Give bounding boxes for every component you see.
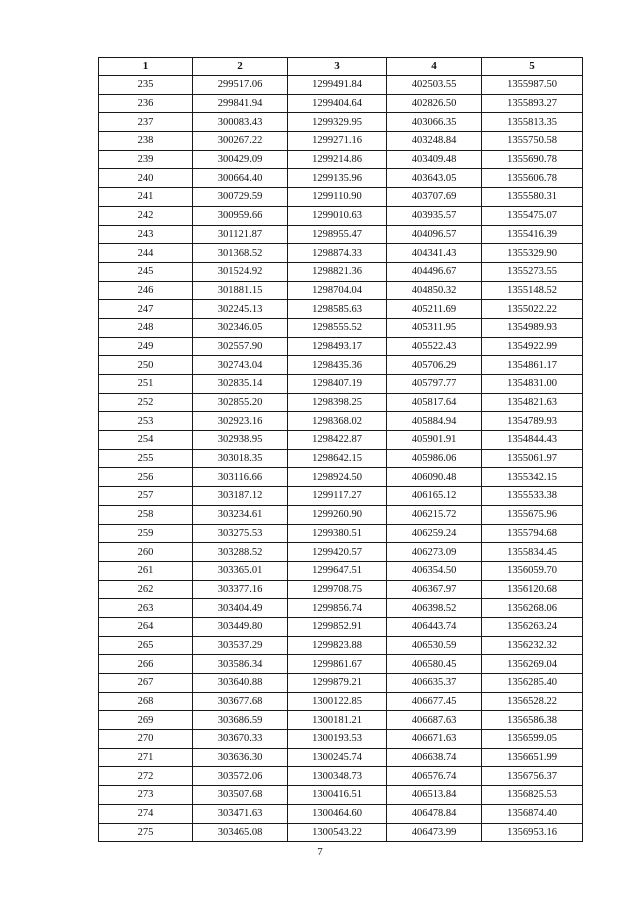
table-cell-col-2: 303288.52 xyxy=(193,543,288,562)
table-cell-col-3: 1299329.95 xyxy=(288,113,387,132)
table-cell-col-2: 303677.68 xyxy=(193,692,288,711)
table-cell-col-4: 406638.74 xyxy=(387,748,482,767)
column-header-3: 3 xyxy=(288,58,387,76)
table-cell-col-2: 301121.87 xyxy=(193,225,288,244)
table-row xyxy=(99,730,583,749)
table-cell-col-1: 246 xyxy=(99,281,193,300)
table-cell-col-2: 303404.49 xyxy=(193,599,288,618)
table-cell-col-1: 241 xyxy=(99,188,193,207)
table-cell-col-1: 235 xyxy=(99,76,193,95)
table-cell-col-2: 302835.14 xyxy=(193,375,288,394)
table-row xyxy=(99,356,583,375)
table-cell-col-3: 1298555.52 xyxy=(288,318,387,337)
table-cell-col-2: 302557.90 xyxy=(193,337,288,356)
table-cell-col-4: 406478.84 xyxy=(387,804,482,823)
table-cell-col-5: 1355834.45 xyxy=(482,543,583,562)
table-cell-col-4: 404496.67 xyxy=(387,262,482,281)
table-cell-col-4: 405901.91 xyxy=(387,431,482,450)
table-cell-col-3: 1298407.19 xyxy=(288,375,387,394)
table-cell-col-2: 300664.40 xyxy=(193,169,288,188)
table-row xyxy=(99,262,583,281)
table-cell-col-1: 262 xyxy=(99,580,193,599)
table-cell-col-4: 406354.50 xyxy=(387,561,482,580)
table-row xyxy=(99,767,583,786)
table-row xyxy=(99,76,583,95)
table-cell-col-4: 404096.57 xyxy=(387,225,482,244)
table-cell-col-2: 301368.52 xyxy=(193,244,288,263)
table-row xyxy=(99,804,583,823)
table-cell-col-5: 1354789.93 xyxy=(482,412,583,431)
table-cell-col-2: 303640.88 xyxy=(193,674,288,693)
table-cell-col-1: 261 xyxy=(99,561,193,580)
table-cell-col-5: 1356586.38 xyxy=(482,711,583,730)
table-cell-col-4: 403643.05 xyxy=(387,169,482,188)
table-cell-col-3: 1299856.74 xyxy=(288,599,387,618)
table-cell-col-1: 242 xyxy=(99,206,193,225)
table-cell-col-1: 274 xyxy=(99,804,193,823)
table-cell-col-4: 405986.06 xyxy=(387,449,482,468)
table-cell-col-1: 236 xyxy=(99,94,193,113)
table-cell-col-4: 402826.50 xyxy=(387,94,482,113)
table-cell-col-4: 406635.37 xyxy=(387,674,482,693)
table-cell-col-2: 303507.68 xyxy=(193,786,288,805)
table-cell-col-4: 403248.84 xyxy=(387,132,482,151)
table-cell-col-3: 1298955.47 xyxy=(288,225,387,244)
table-row xyxy=(99,113,583,132)
page-number: 7 xyxy=(317,846,323,858)
table-cell-col-3: 1299647.51 xyxy=(288,561,387,580)
table-cell-col-4: 405884.94 xyxy=(387,412,482,431)
table-cell-col-5: 1356232.32 xyxy=(482,636,583,655)
table-cell-col-2: 299517.06 xyxy=(193,76,288,95)
table-cell-col-3: 1298368.02 xyxy=(288,412,387,431)
table-cell-col-5: 1356651.99 xyxy=(482,748,583,767)
table-cell-col-2: 302245.13 xyxy=(193,300,288,319)
table-cell-col-3: 1300245.74 xyxy=(288,748,387,767)
table-cell-col-2: 301524.92 xyxy=(193,262,288,281)
table-cell-col-1: 271 xyxy=(99,748,193,767)
table-cell-col-3: 1300416.51 xyxy=(288,786,387,805)
table-row xyxy=(99,150,583,169)
table-cell-col-2: 300429.09 xyxy=(193,150,288,169)
table-row xyxy=(99,487,583,506)
table-cell-col-2: 302743.04 xyxy=(193,356,288,375)
table-cell-col-4: 405311.95 xyxy=(387,318,482,337)
table-cell-col-5: 1355022.22 xyxy=(482,300,583,319)
table-cell-col-5: 1356756.37 xyxy=(482,767,583,786)
table-cell-col-3: 1300181.21 xyxy=(288,711,387,730)
table-cell-col-4: 402503.55 xyxy=(387,76,482,95)
table-cell-col-1: 256 xyxy=(99,468,193,487)
table-cell-col-1: 268 xyxy=(99,692,193,711)
table-row xyxy=(99,132,583,151)
table-cell-col-5: 1354821.63 xyxy=(482,393,583,412)
table-cell-col-1: 260 xyxy=(99,543,193,562)
table-cell-col-4: 403066.35 xyxy=(387,113,482,132)
table-cell-col-5: 1355606.78 xyxy=(482,169,583,188)
table-cell-col-5: 1356268.06 xyxy=(482,599,583,618)
table-cell-col-3: 1299708.75 xyxy=(288,580,387,599)
table-row xyxy=(99,244,583,263)
table-cell-col-3: 1299404.64 xyxy=(288,94,387,113)
table-cell-col-3: 1299491.84 xyxy=(288,76,387,95)
table-cell-col-1: 255 xyxy=(99,449,193,468)
table-cell-col-2: 300083.43 xyxy=(193,113,288,132)
table-cell-col-5: 1356285.40 xyxy=(482,674,583,693)
table-cell-col-3: 1299380.51 xyxy=(288,524,387,543)
table-row xyxy=(99,188,583,207)
table-cell-col-1: 240 xyxy=(99,169,193,188)
table-cell-col-4: 406677.45 xyxy=(387,692,482,711)
table-cell-col-4: 406259.24 xyxy=(387,524,482,543)
table-cell-col-2: 302938.95 xyxy=(193,431,288,450)
table-cell-col-5: 1355893.27 xyxy=(482,94,583,113)
column-header-4: 4 xyxy=(387,58,482,76)
table-cell-col-4: 406215.72 xyxy=(387,505,482,524)
table-row xyxy=(99,225,583,244)
table-row xyxy=(99,449,583,468)
table-cell-col-5: 1354831.00 xyxy=(482,375,583,394)
table-cell-col-2: 300267.22 xyxy=(193,132,288,151)
table-cell-col-1: 249 xyxy=(99,337,193,356)
table-cell-col-3: 1298435.36 xyxy=(288,356,387,375)
table-cell-col-1: 270 xyxy=(99,730,193,749)
table-cell-col-4: 403707.69 xyxy=(387,188,482,207)
table-cell-col-1: 272 xyxy=(99,767,193,786)
table-cell-col-3: 1299852.91 xyxy=(288,617,387,636)
table-row xyxy=(99,318,583,337)
table-row xyxy=(99,786,583,805)
table-cell-col-1: 265 xyxy=(99,636,193,655)
table-row xyxy=(99,561,583,580)
table-cell-col-2: 303636.30 xyxy=(193,748,288,767)
table-cell-col-5: 1356599.05 xyxy=(482,730,583,749)
table-cell-col-4: 405706.29 xyxy=(387,356,482,375)
table-cell-col-1: 245 xyxy=(99,262,193,281)
table-row xyxy=(99,169,583,188)
table-cell-col-1: 269 xyxy=(99,711,193,730)
table-cell-col-5: 1356953.16 xyxy=(482,823,583,842)
table-cell-col-4: 406165.12 xyxy=(387,487,482,506)
table-cell-col-1: 266 xyxy=(99,655,193,674)
table-cell-col-2: 303365.01 xyxy=(193,561,288,580)
table-cell-col-4: 406443.74 xyxy=(387,617,482,636)
table-cell-col-3: 1298704.04 xyxy=(288,281,387,300)
table-cell-col-3: 1298422.87 xyxy=(288,431,387,450)
table-cell-col-4: 406530.59 xyxy=(387,636,482,655)
table-cell-col-2: 303187.12 xyxy=(193,487,288,506)
table-cell-col-5: 1354861.17 xyxy=(482,356,583,375)
table-row xyxy=(99,300,583,319)
table-cell-col-3: 1299117.27 xyxy=(288,487,387,506)
table-row xyxy=(99,337,583,356)
column-header-5: 5 xyxy=(482,58,583,76)
table-cell-col-5: 1356874.40 xyxy=(482,804,583,823)
table-cell-col-2: 303234.61 xyxy=(193,505,288,524)
table-cell-col-5: 1356059.70 xyxy=(482,561,583,580)
table-row xyxy=(99,281,583,300)
table-cell-col-1: 238 xyxy=(99,132,193,151)
table-header xyxy=(99,58,583,76)
table-cell-col-2: 302346.05 xyxy=(193,318,288,337)
table-cell-col-3: 1299214.86 xyxy=(288,150,387,169)
table-cell-col-4: 405797.77 xyxy=(387,375,482,394)
table-cell-col-2: 303537.29 xyxy=(193,636,288,655)
table-row xyxy=(99,823,583,842)
table-cell-col-3: 1299110.90 xyxy=(288,188,387,207)
table-cell-col-5: 1355750.58 xyxy=(482,132,583,151)
table-cell-col-5: 1356269.04 xyxy=(482,655,583,674)
table-cell-col-5: 1355475.07 xyxy=(482,206,583,225)
table-cell-col-1: 254 xyxy=(99,431,193,450)
header-row xyxy=(99,58,583,76)
table-cell-col-3: 1298924.50 xyxy=(288,468,387,487)
table-row xyxy=(99,206,583,225)
table-cell-col-3: 1300193.53 xyxy=(288,730,387,749)
table-cell-col-1: 267 xyxy=(99,674,193,693)
table-cell-col-1: 243 xyxy=(99,225,193,244)
table-cell-col-2: 300959.66 xyxy=(193,206,288,225)
table-cell-col-4: 403935.57 xyxy=(387,206,482,225)
table-cell-col-1: 273 xyxy=(99,786,193,805)
table-cell-col-4: 403409.48 xyxy=(387,150,482,169)
table-cell-col-5: 1355061.97 xyxy=(482,449,583,468)
table-cell-col-3: 1300122.85 xyxy=(288,692,387,711)
table-cell-col-2: 303377.16 xyxy=(193,580,288,599)
table-cell-col-4: 406687.63 xyxy=(387,711,482,730)
table-cell-col-2: 303586.34 xyxy=(193,655,288,674)
table-cell-col-2: 302923.16 xyxy=(193,412,288,431)
table-row xyxy=(99,468,583,487)
table-cell-col-5: 1355794.68 xyxy=(482,524,583,543)
table-cell-col-2: 303572.06 xyxy=(193,767,288,786)
table-cell-col-3: 1298398.25 xyxy=(288,393,387,412)
table-cell-col-1: 258 xyxy=(99,505,193,524)
table-cell-col-1: 263 xyxy=(99,599,193,618)
table-cell-col-5: 1355690.78 xyxy=(482,150,583,169)
table-cell-col-3: 1299861.67 xyxy=(288,655,387,674)
table-cell-col-3: 1298585.63 xyxy=(288,300,387,319)
table-cell-col-1: 251 xyxy=(99,375,193,394)
column-header-2: 2 xyxy=(193,58,288,76)
table-cell-col-4: 406090.48 xyxy=(387,468,482,487)
table-cell-col-1: 264 xyxy=(99,617,193,636)
table-cell-col-2: 303686.59 xyxy=(193,711,288,730)
table-cell-col-1: 252 xyxy=(99,393,193,412)
table-row xyxy=(99,393,583,412)
table-cell-col-4: 406273.09 xyxy=(387,543,482,562)
table-row xyxy=(99,655,583,674)
table-cell-col-1: 244 xyxy=(99,244,193,263)
table-cell-col-2: 303471.63 xyxy=(193,804,288,823)
table-cell-col-1: 248 xyxy=(99,318,193,337)
table-cell-col-4: 406576.74 xyxy=(387,767,482,786)
table-cell-col-3: 1300543.22 xyxy=(288,823,387,842)
table-cell-col-1: 275 xyxy=(99,823,193,842)
table-cell-col-5: 1355148.52 xyxy=(482,281,583,300)
table-cell-col-5: 1355533.38 xyxy=(482,487,583,506)
table-row xyxy=(99,94,583,113)
table-cell-col-2: 303116.66 xyxy=(193,468,288,487)
table-cell-col-4: 406398.52 xyxy=(387,599,482,618)
table-row xyxy=(99,711,583,730)
table-cell-col-4: 404341.43 xyxy=(387,244,482,263)
table-cell-col-4: 405522.43 xyxy=(387,337,482,356)
table-cell-col-2: 303449.80 xyxy=(193,617,288,636)
table-cell-col-5: 1354922.99 xyxy=(482,337,583,356)
table-cell-col-5: 1355580.31 xyxy=(482,188,583,207)
table-row xyxy=(99,692,583,711)
table-cell-col-3: 1299010.63 xyxy=(288,206,387,225)
table-cell-col-5: 1356825.53 xyxy=(482,786,583,805)
table-cell-col-5: 1356263.24 xyxy=(482,617,583,636)
table-cell-col-3: 1300464.60 xyxy=(288,804,387,823)
table-cell-col-1: 237 xyxy=(99,113,193,132)
table-cell-col-5: 1355416.39 xyxy=(482,225,583,244)
table-row xyxy=(99,505,583,524)
table-cell-col-1: 239 xyxy=(99,150,193,169)
table-cell-col-4: 406671.63 xyxy=(387,730,482,749)
table-cell-col-3: 1300348.73 xyxy=(288,767,387,786)
table-cell-col-4: 406580.45 xyxy=(387,655,482,674)
table-cell-col-3: 1299879.21 xyxy=(288,674,387,693)
table-row xyxy=(99,524,583,543)
table-cell-col-3: 1299823.88 xyxy=(288,636,387,655)
table-cell-col-4: 404850.32 xyxy=(387,281,482,300)
table-body xyxy=(99,76,583,842)
table-cell-col-5: 1356528.22 xyxy=(482,692,583,711)
table-cell-col-2: 303465.08 xyxy=(193,823,288,842)
table-cell-col-3: 1298874.33 xyxy=(288,244,387,263)
table-cell-col-2: 300729.59 xyxy=(193,188,288,207)
table-cell-col-2: 299841.94 xyxy=(193,94,288,113)
table-cell-col-3: 1299420.57 xyxy=(288,543,387,562)
table-cell-col-2: 303275.53 xyxy=(193,524,288,543)
table-cell-col-3: 1299260.90 xyxy=(288,505,387,524)
table-row xyxy=(99,748,583,767)
table-cell-col-4: 406367.97 xyxy=(387,580,482,599)
table-cell-col-5: 1354989.93 xyxy=(482,318,583,337)
table-row xyxy=(99,431,583,450)
table-cell-col-5: 1355987.50 xyxy=(482,76,583,95)
table-cell-col-4: 406473.99 xyxy=(387,823,482,842)
table-cell-col-5: 1356120.68 xyxy=(482,580,583,599)
column-header-1: 1 xyxy=(99,58,193,76)
table-cell-col-4: 405211.69 xyxy=(387,300,482,319)
table-cell-col-3: 1298493.17 xyxy=(288,337,387,356)
table-cell-col-2: 303670.33 xyxy=(193,730,288,749)
coordinates-table xyxy=(98,57,583,842)
table-cell-col-2: 302855.20 xyxy=(193,393,288,412)
table-cell-col-5: 1355273.55 xyxy=(482,262,583,281)
table-cell-col-4: 406513.84 xyxy=(387,786,482,805)
table-cell-col-5: 1355675.96 xyxy=(482,505,583,524)
table-cell-col-5: 1355813.35 xyxy=(482,113,583,132)
table-cell-col-3: 1299271.16 xyxy=(288,132,387,151)
table-cell-col-2: 303018.35 xyxy=(193,449,288,468)
table-row xyxy=(99,674,583,693)
table-cell-col-3: 1299135.96 xyxy=(288,169,387,188)
table-cell-col-4: 405817.64 xyxy=(387,393,482,412)
table-cell-col-1: 257 xyxy=(99,487,193,506)
table-cell-col-5: 1354844.43 xyxy=(482,431,583,450)
table-row xyxy=(99,375,583,394)
table-cell-col-3: 1298821.36 xyxy=(288,262,387,281)
table-cell-col-1: 259 xyxy=(99,524,193,543)
table-cell-col-2: 301881.15 xyxy=(193,281,288,300)
table-cell-col-1: 253 xyxy=(99,412,193,431)
table-row xyxy=(99,636,583,655)
table-row xyxy=(99,617,583,636)
table-row xyxy=(99,580,583,599)
table-cell-col-1: 250 xyxy=(99,356,193,375)
table-row xyxy=(99,543,583,562)
table-cell-col-5: 1355329.90 xyxy=(482,244,583,263)
table-row xyxy=(99,412,583,431)
table-cell-col-5: 1355342.15 xyxy=(482,468,583,487)
table-cell-col-3: 1298642.15 xyxy=(288,449,387,468)
table-row xyxy=(99,599,583,618)
table-cell-col-1: 247 xyxy=(99,300,193,319)
